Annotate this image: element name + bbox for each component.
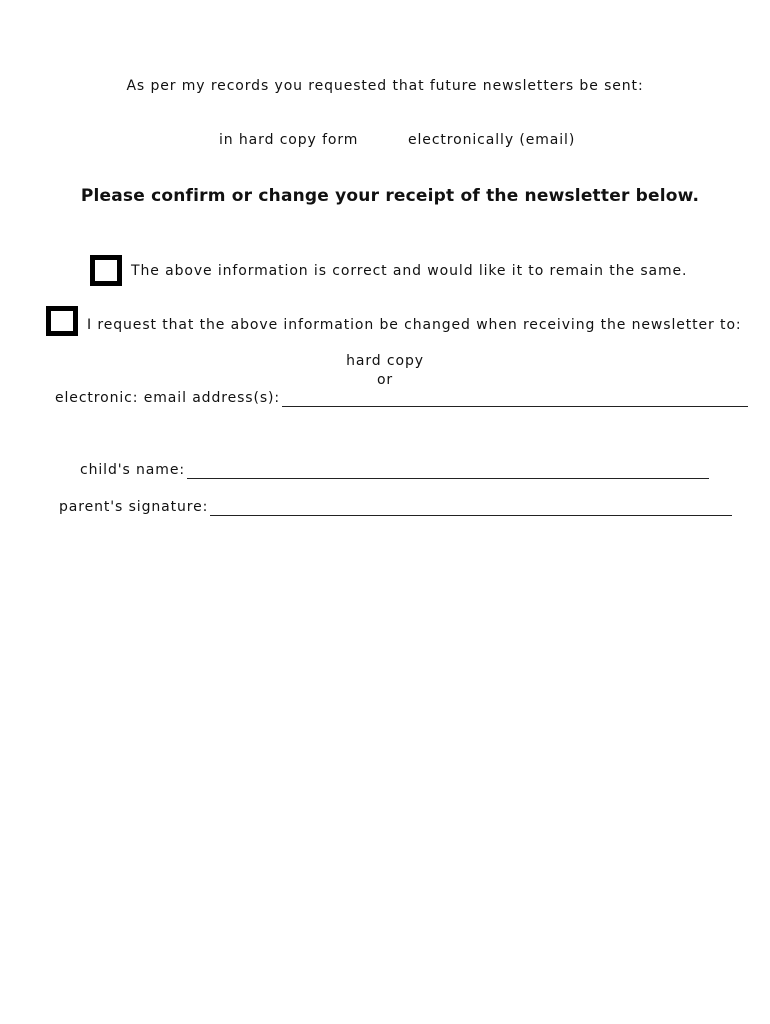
current-option-hard-copy: in hard copy form [219, 132, 359, 148]
change-label: I request that the above information be changed when receiving the newsletter to: [87, 317, 742, 333]
or-separator: or [376, 372, 394, 388]
signature-blank[interactable] [210, 501, 732, 516]
child-name-label: child's name: [80, 462, 185, 478]
email-field-blank[interactable] [282, 392, 748, 407]
current-option-electronic: electronically (email) [408, 132, 576, 148]
child-name-blank[interactable] [187, 464, 709, 479]
child-name-row [80, 461, 709, 479]
confirm-checkbox[interactable] [90, 255, 122, 286]
signature-row [59, 498, 732, 516]
form-heading: Please confirm or change your receipt of the newsletter below. [80, 186, 700, 206]
email-field-label: electronic: email address(s): [55, 390, 281, 406]
confirm-label: The above information is correct and would like it to remain the same. [131, 263, 688, 279]
intro-text: As per my records you requested that future newsletters be sent: [126, 78, 644, 94]
email-field-row [55, 389, 748, 407]
signature-label: parent's signature: [59, 499, 209, 515]
change-checkbox[interactable] [46, 306, 78, 336]
hard-copy-option: hard copy [346, 353, 424, 369]
